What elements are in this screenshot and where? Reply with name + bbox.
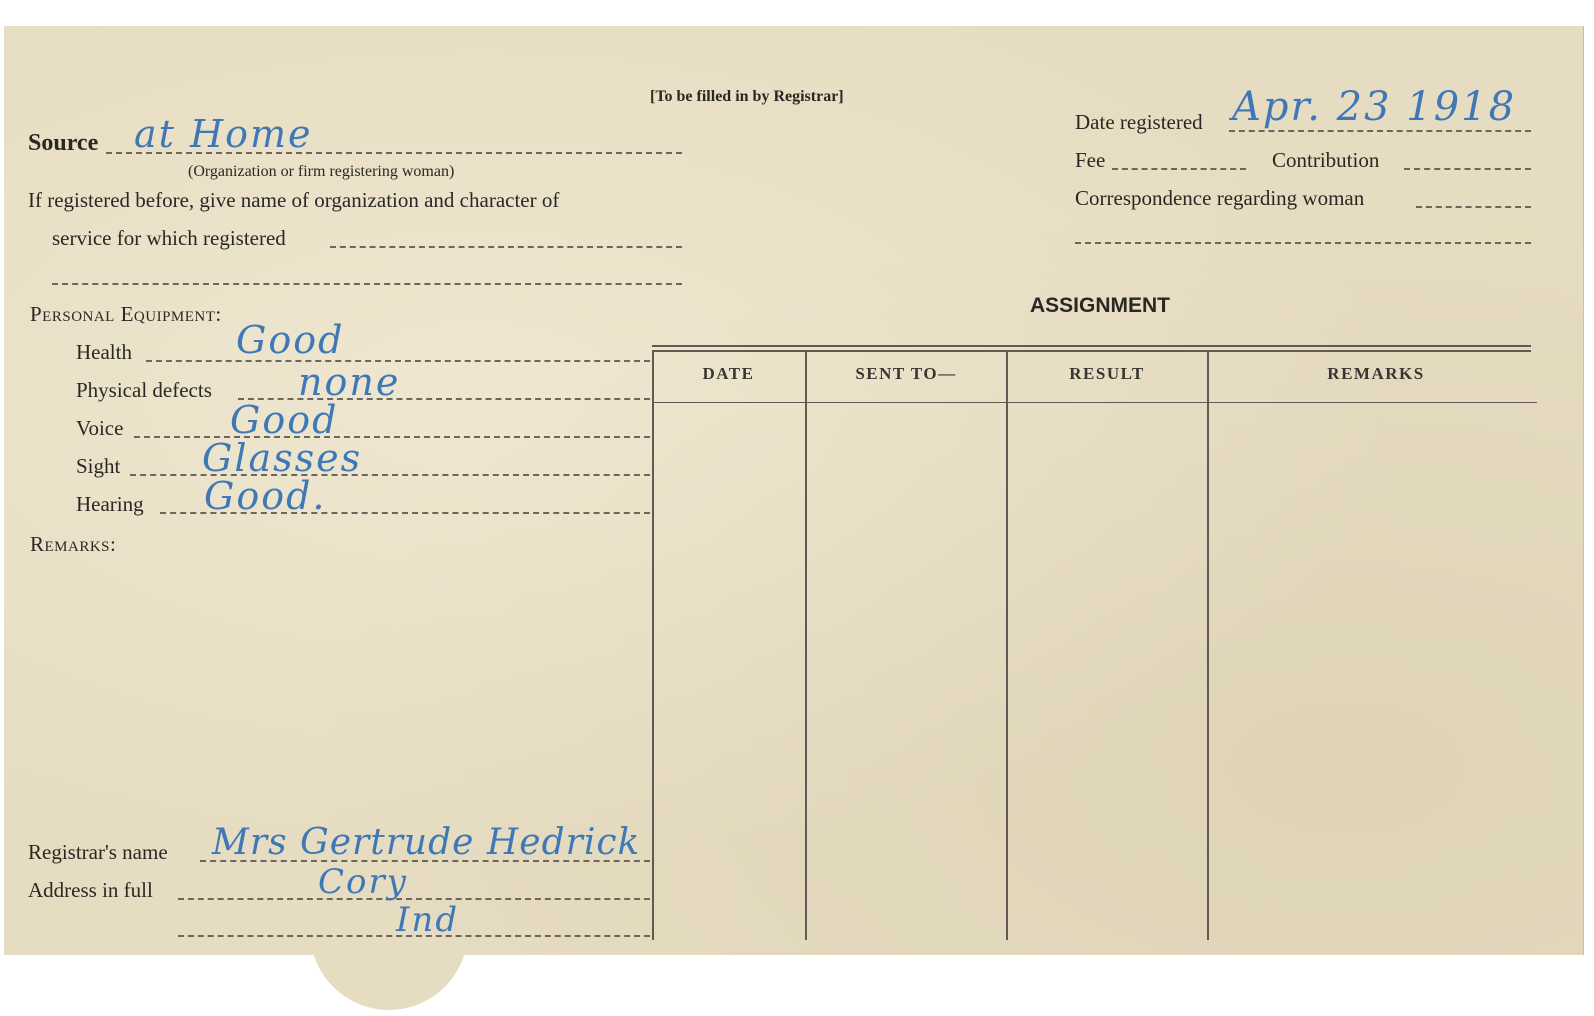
registrar-name-label: Registrar's name (28, 840, 168, 864)
registered-before-line2: service for which registered (52, 226, 286, 250)
column-header-date: DATE (702, 364, 755, 383)
physical-defects-value: none (298, 360, 401, 404)
address-value-line1: Cory (318, 862, 408, 902)
date-registered-label: Date registered (1075, 110, 1203, 134)
correspondence-line (1416, 206, 1531, 208)
assignment-top-rule (652, 345, 1531, 347)
registered-before-line1: If registered before, give name of organization and character of (28, 188, 560, 212)
physical-defects-label: Physical defects (76, 378, 212, 402)
assignment-header-rule (652, 402, 1537, 403)
source-value: at Home (134, 112, 313, 156)
date-registered-value: Apr. 23 1918 (1232, 84, 1517, 130)
registered-before-line (330, 246, 682, 248)
assignment-top-rule-2 (652, 350, 1531, 352)
voice-value: Good (230, 398, 339, 442)
health-value: Good (236, 318, 345, 362)
address-value-line2: Ind (396, 900, 460, 940)
remarks-heading: Remarks: (30, 532, 117, 556)
contribution-line (1404, 168, 1531, 170)
source-hint: (Organization or firm registering woman) (188, 163, 455, 180)
fee-label: Fee (1075, 148, 1106, 172)
voice-label: Voice (76, 416, 124, 440)
health-label: Health (76, 340, 132, 364)
column-header-result: RESULT (1069, 364, 1145, 383)
hearing-label: Hearing (76, 492, 144, 516)
column-header-sent-to: SENT TO— (855, 364, 957, 383)
registrar-name-value: Mrs Gertrude Hedrick (212, 822, 641, 863)
hearing-value: Good. (204, 474, 327, 518)
column-header-remarks: REMARKS (1327, 364, 1425, 383)
assignment-col-divider-3 (1207, 350, 1209, 940)
source-label: Source (28, 130, 99, 156)
assignment-title: ASSIGNMENT (1030, 294, 1171, 317)
assignment-col-divider-2 (1006, 350, 1008, 940)
assignment-col-divider-1 (805, 350, 807, 940)
correspondence-label: Correspondence regarding woman (1075, 186, 1365, 210)
correspondence-extra-line (1075, 242, 1531, 244)
address-label: Address in full (28, 878, 153, 902)
contribution-label: Contribution (1272, 148, 1380, 172)
fee-line (1112, 168, 1246, 170)
card-tab (310, 930, 468, 1010)
registrar-note: [To be filled in by Registrar] (650, 88, 844, 105)
sight-value: Glasses (202, 436, 363, 480)
personal-equipment-heading: Personal Equipment: (30, 302, 222, 326)
assignment-col-divider-left (652, 350, 654, 940)
date-registered-line (1229, 130, 1531, 132)
sight-label: Sight (76, 454, 121, 478)
registered-before-extra-line (52, 283, 682, 285)
